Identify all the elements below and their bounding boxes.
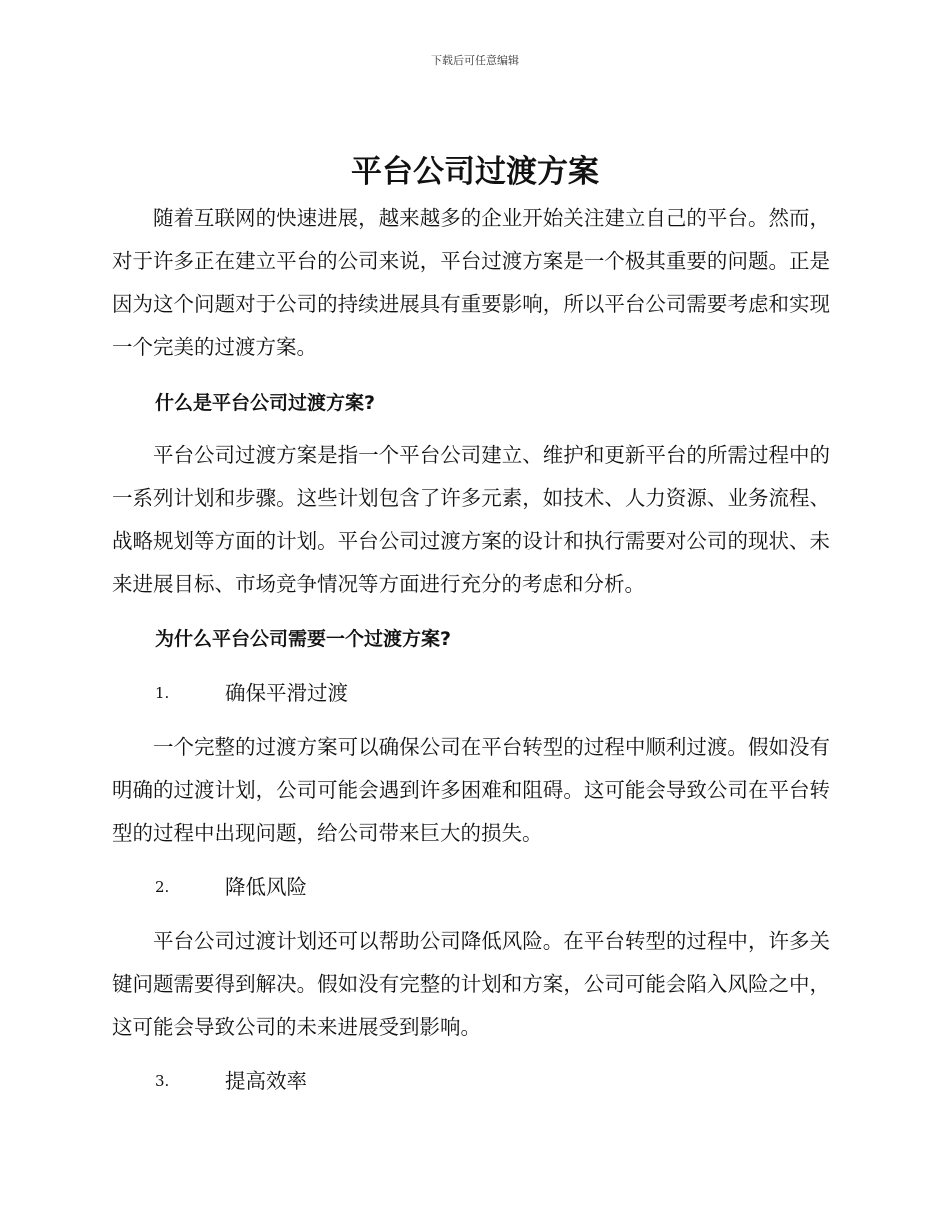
list-item-2 xyxy=(155,872,755,902)
item-1-paragraph: 一个完整的过渡方案可以确保公司在平台转型的过程中顺利过渡。假如没有明确的过渡计划，公司可能会遇到许多困难和阻碍。这可能会导致公司在平台转型的过程中出现问题，给公司带来巨大的损失。 xyxy=(112,735,830,845)
list-item-title: 提高效率 xyxy=(225,1069,307,1093)
document-title: 平台公司过渡方案 xyxy=(351,154,599,190)
page-header: 下载后可任意编辑 xyxy=(431,54,519,67)
section-heading-why: 为什么平台公司需要一个过渡方案? xyxy=(155,628,452,650)
list-number: 2. xyxy=(155,878,170,896)
list-item-title: 确保平滑过渡 xyxy=(225,681,348,705)
list-item-3 xyxy=(155,1066,755,1096)
section-heading-what: 什么是平台公司过渡方案? xyxy=(155,392,376,414)
list-item-1 xyxy=(155,678,755,708)
list-number: 3. xyxy=(155,1072,170,1090)
intro-paragraph: 随着互联网的快速进展，越来越多的企业开始关注建立自己的平台。然而，对于许多正在建立平台的公司来说，平台过渡方案是一个极其重要的问题。正是因为这个问题对于公司的持续进展具有重要影响，所以平台公司需要考虑和实现一个完美的过渡方案。 xyxy=(112,206,830,359)
definition-paragraph: 平台公司过渡方案是指一个平台公司建立、维护和更新平台的所需过程中的一系列计划和步骤。这些计划包含了许多元素，如技术、人力资源、业务流程、战略规划等方面的计划。平台公司过渡方案的设计和执行需要对公司的现状、未来进展目标、市场竞争情况等方面进行充分的考虑和分析。 xyxy=(112,443,830,596)
list-number: 1. xyxy=(155,684,170,702)
item-2-paragraph: 平台公司过渡计划还可以帮助公司降低风险。在平台转型的过程中，许多关键问题需要得到解决。假如没有完整的计划和方案，公司可能会陷入风险之中，这可能会导致公司的未来进展受到影响。 xyxy=(112,929,830,1039)
list-item-title: 降低风险 xyxy=(225,875,307,899)
